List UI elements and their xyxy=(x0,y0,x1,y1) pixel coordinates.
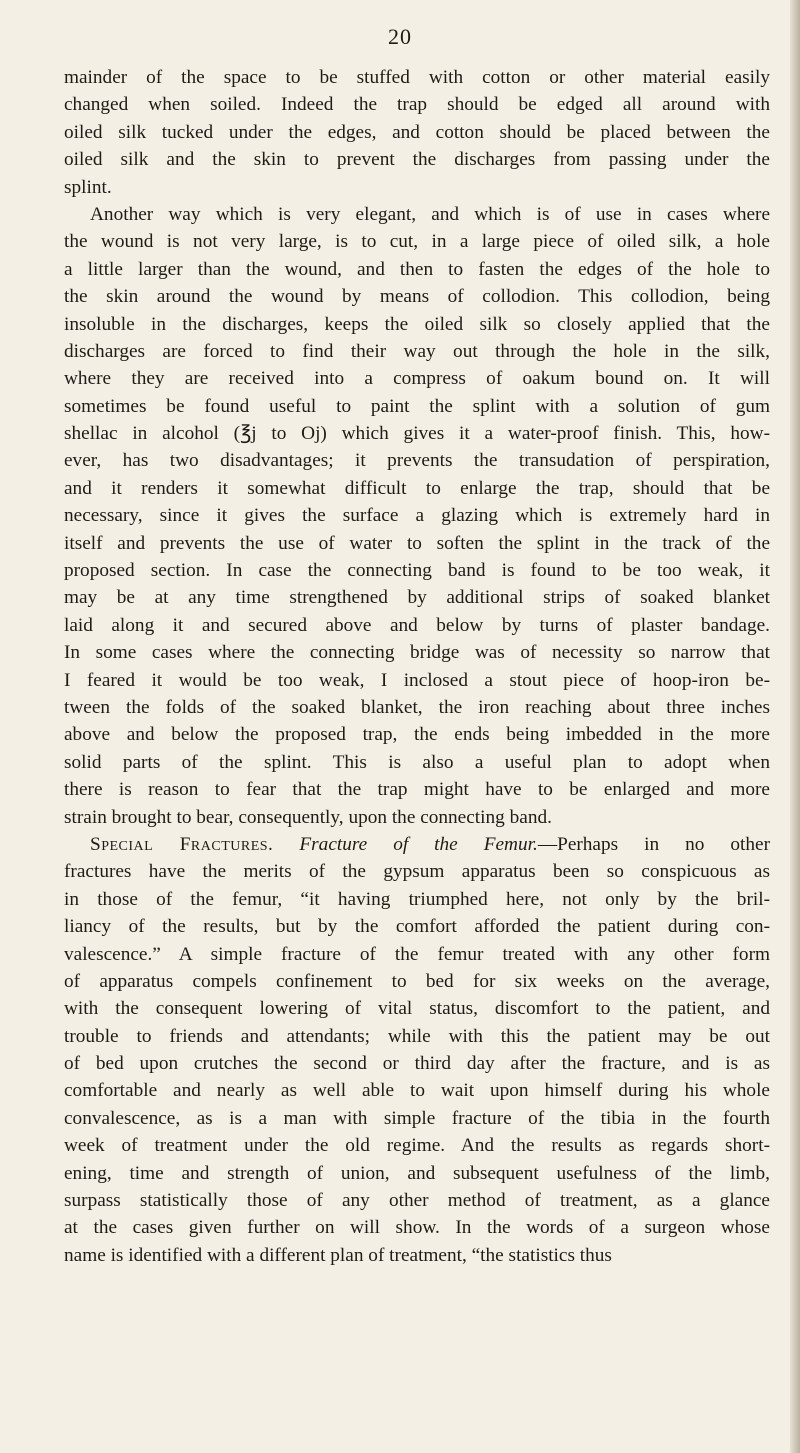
body-text xyxy=(64,64,770,1269)
section-title: Fracture of the Femur. xyxy=(299,833,538,855)
text-line: itself and prevents the use of water to soften the splint in the track of the xyxy=(64,532,770,554)
text-line: insoluble in the discharges, keeps the oiled silk so closely applied that the xyxy=(64,313,770,335)
text-line: I feared it would be too weak, I inclosed a stout piece of hoop-iron be- xyxy=(64,669,770,691)
text-line: oiled silk and the skin to prevent the discharges from passing under the xyxy=(64,149,770,171)
text-line: tween the folds of the soaked blanket, the iron reaching about three inches xyxy=(64,696,770,718)
text-line: valescence.” A simple fracture of the femur treated with any other form xyxy=(64,943,770,965)
text-line: comfortable and nearly as well able to wait upon himself during his whole xyxy=(64,1080,770,1102)
text-line: strain brought to bear, consequently, upon the connecting band. xyxy=(64,806,552,828)
text-line: oiled silk tucked under the edges, and cotton should be placed between the xyxy=(64,121,770,143)
text-line: above and below the proposed trap, the ends being imbedded in the more xyxy=(64,724,770,746)
text-line: sometimes be found useful to paint the splint with a solution of gum xyxy=(64,395,770,417)
text-line: In some cases where the connecting bridge was of necessity so narrow that xyxy=(64,642,770,664)
text-line: of bed upon crutches the second or third day after the fracture, and is as xyxy=(64,1053,770,1075)
text-line: trouble to friends and attendants; while with this the patient may be out xyxy=(64,1025,770,1047)
text-line: convalescence, as is a man with simple fracture of the tibia in the fourth xyxy=(64,1107,770,1129)
text-line: with the consequent lowering of vital status, discomfort to the patient, and xyxy=(64,998,770,1020)
section-heading-line xyxy=(64,831,770,858)
text-line-rest: —Perhaps in no other xyxy=(537,833,770,855)
text-line: ening, time and strength of union, and subsequent usefulness of the limb, xyxy=(64,1162,770,1184)
text-line: solid parts of the splint. This is also a useful plan to adopt when xyxy=(64,751,770,773)
text-line: in those of the femur, “it having triumphed here, not only by the bril- xyxy=(64,888,770,910)
text-line: surpass statistically those of any other method of treatment, as a glance xyxy=(64,1190,770,1212)
text-line: there is reason to fear that the trap might have to be enlarged and more xyxy=(64,779,770,801)
text-line: may be at any time strengthened by additional strips of soaked blanket xyxy=(64,587,770,609)
text-line: Another way which is very elegant, and which is of use in cases where xyxy=(90,203,770,225)
page-number: 20 xyxy=(388,24,412,49)
text-line: laid along it and secured above and below by turns of plaster bandage. xyxy=(64,614,770,636)
text-line: splint. xyxy=(64,176,112,198)
text-line: changed when soiled. Indeed the trap should be edged all around with xyxy=(64,94,770,116)
text-line: a little larger than the wound, and then to fasten the edges of the hole to xyxy=(64,258,770,280)
section-label: Special Fractures. xyxy=(90,833,274,855)
text-line: where they are received into a compress of oakum bound on. It will xyxy=(64,368,770,390)
text-line: mainder of the space to be stuffed with cotton or other material easily xyxy=(64,67,770,88)
text-line: proposed section. In case the connecting band is found to be too weak, it xyxy=(64,560,770,582)
text-line: liancy of the results, but by the comfort afforded the patient during con- xyxy=(64,916,770,938)
text-line: name is identified with a different plan of treatment, “the statistics thus xyxy=(64,1244,612,1266)
text-line: of apparatus compels confinement to bed for six weeks on the average, xyxy=(64,970,770,992)
text-line: ever, has two disadvantages; it prevents the transudation of perspiration, xyxy=(64,450,770,472)
text-line: shellac in alcohol (℥j to Oj) which gives it a water-proof finish. This, how- xyxy=(64,423,770,445)
text-line: at the cases given further on will show. In the words of a surgeon whose xyxy=(64,1217,770,1239)
text-line: necessary, since it gives the surface a glazing which is extremely hard in xyxy=(64,505,770,527)
text-line: the wound is not very large, is to cut, in a large piece of oiled silk, a hole xyxy=(64,231,770,253)
text-line: the skin around the wound by means of collodion. This collodion, being xyxy=(64,286,770,308)
page-edge-shadow xyxy=(790,0,800,1453)
text-line: and it renders it somewhat difficult to enlarge the trap, should that be xyxy=(64,477,770,499)
text-line: fractures have the merits of the gypsum apparatus been so conspicuous as xyxy=(64,861,770,883)
text-line: week of treatment under the old regime. And the results as regards short- xyxy=(64,1135,770,1157)
text-line: discharges are forced to find their way out through the hole in the silk, xyxy=(64,340,770,362)
